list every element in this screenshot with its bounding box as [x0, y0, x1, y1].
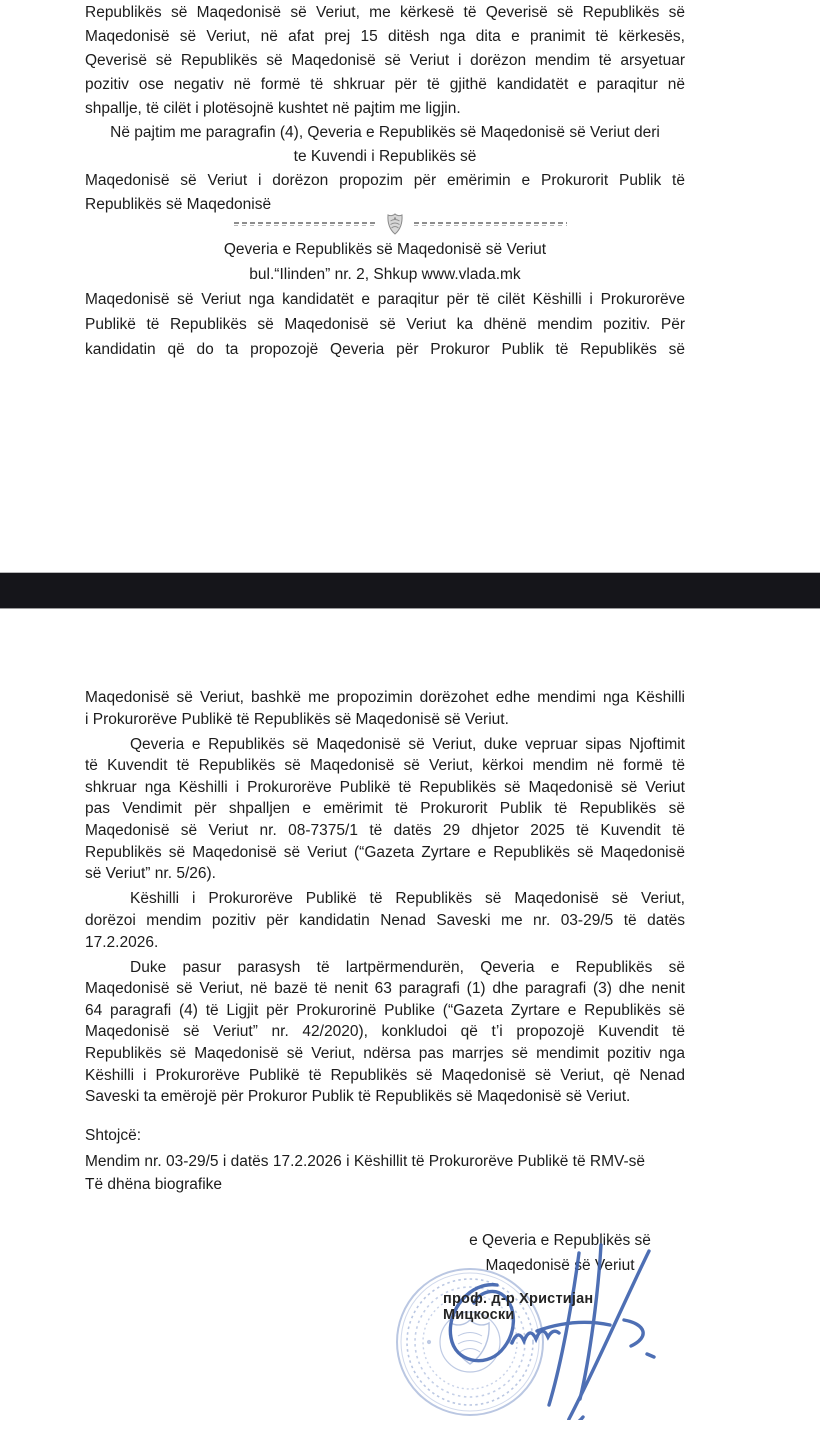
- divider-rule-right: [414, 222, 567, 226]
- text-line: Maqedonisë së Veriut, në afat prej 15 ditësh nga dita e pranimit të kërkesës,: [85, 28, 685, 45]
- text-line: e Qeveria e Republikës së: [469, 1232, 651, 1249]
- attachments-label: Shtojcë:: [85, 1126, 142, 1144]
- text-line: Mendim nr. 03-29/5 i datës 17.2.2026 i Këshillit të Prokurorëve Publikë të RMV-së: [85, 1152, 646, 1170]
- text-line: dorëzoi mendim pozitiv për kandidatin Nenad Saveski me nr. 03-29/5 të datës: [85, 911, 685, 929]
- text-line: Maqedonisë së Veriut nga kandidatët e paraqitur për të cilët Këshilli i Prokurorëve: [85, 291, 685, 308]
- text-line: Qeveria e Republikës së Maqedonisë së Veriut, duke vepruar sipas Njoftimit: [130, 735, 685, 753]
- text-line: të Kuvendit të Republikës së Maqedonisë së Veriut, kërkoi mendim në formë të: [85, 757, 685, 775]
- text-line: shpallje, të cilët i plotësojnë kushtet në pajtim me ligjin.: [85, 100, 461, 117]
- text-line: së Veriut” nr. 5/26).: [85, 865, 216, 883]
- text-line: Qeveria e Republikës së Maqedonisë së Veriut: [223, 241, 547, 258]
- text-line: Të dhëna biografike: [85, 1175, 223, 1193]
- coat-of-arms-icon: [386, 213, 404, 235]
- paragraph: [85, 888, 685, 953]
- bottom-text-section: [85, 687, 685, 1196]
- text-line: Këshilli i Prokurorëve Publikë të Republikës së Maqedonisë së Veriut, që Nenad: [85, 1066, 685, 1084]
- text-line: Maqedonisë së Veriut, bashkë me propozimin dorëzohet edhe mendimi nga Këshilli: [85, 689, 685, 706]
- paragraph: [85, 287, 685, 362]
- attachments-list: [85, 1150, 685, 1196]
- attachments-block: [85, 1124, 685, 1196]
- text-line: Në pajtim me paragrafin (4), Qeveria e Republikës së Maqedonisë së Veriut deri: [110, 124, 660, 141]
- text-line: pozitiv ose negativ në formë të shkruar për të gjithë kandidatët e paraqitur në: [85, 76, 685, 93]
- text-line: i Prokurorëve Publikë të Republikës së Maqedonisë së Veriut.: [85, 710, 509, 728]
- text-line: Republikës së Maqedonisë së Veriut, me kërkesë të Qeverisë së Republikës së: [85, 4, 685, 21]
- paragraph: [85, 957, 685, 1108]
- paragraph: [85, 1, 685, 121]
- text-line: Republikës së Maqedonisë së Veriut, ndërsa pas marrjes së mendimit pozitiv nga: [85, 1045, 685, 1062]
- text-line: Maqedonisë së Veriut” nr. 42/2020), konkludoi që t’i propozojë Kuvendit të: [85, 1023, 685, 1041]
- text-line: Maqedonisë së Veriut, në bazë të nenit 63 paragrafi (1) dhe paragrafi (3) dhe nenit: [85, 980, 685, 998]
- paragraph: [85, 121, 685, 169]
- divider-rule-left: [234, 222, 376, 226]
- paragraph: [85, 687, 685, 730]
- text-line: 64 paragrafi (4) të Ligjit për Prokurorinë Publike (“Gazeta Zyrtare e Republikës së: [85, 1001, 685, 1019]
- text-line: Saveski ta emërojë për Prokuror Publik të Republikës së Maqedonisë së Veriut.: [85, 1088, 631, 1106]
- text-line: Këshilli i Prokurorëve Publikë të Republikës së Maqedonisë së Veriut,: [130, 890, 685, 908]
- paragraph: [85, 169, 685, 217]
- letterhead: [85, 237, 685, 287]
- text-line: 17.2.2026.: [85, 933, 159, 951]
- text-line: Publikë të Republikës së Maqedonisë së Veriut ka dhënë mendim pozitiv. Për: [85, 316, 685, 333]
- text-line: Republikës së Maqedonisë: [85, 196, 272, 213]
- paragraph: [85, 734, 685, 885]
- text-line: Republikës së Maqedonisë së Veriut (“Gazeta Zyrtare e Republikës së Maqedonisë: [85, 843, 685, 861]
- text-line: Duke pasur parasysh të lartpërmendurën, Qeveria e Republikës së: [130, 958, 685, 976]
- text-line: Maqedonisë së Veriut nr. 08-7375/1 të datës 29 dhjetor 2025 të Kuvendit të: [85, 822, 685, 840]
- text-line: te Kuvendi i Republikës së: [293, 148, 477, 165]
- text-line: bul.“Ilinden” nr. 2, Shkup www.vlada.mk: [249, 266, 521, 283]
- text-line: pas Vendimit për shpalljen e emërimit të Prokurorit Publik të Republikës së: [85, 800, 685, 818]
- text-line: Qeverisë së Republikës së Maqedonisë së Veriut i dorëzon mendim të arsyetuar: [85, 52, 685, 69]
- text-line: Maqedonisë së Veriut: [485, 1257, 635, 1274]
- top-text-section: [85, 1, 685, 362]
- text-line: shkruar nga Këshilli i Prokurorëve Publikë të Republikës së Maqedonisë së Veriut: [85, 778, 685, 796]
- black-redaction-bar: [0, 572, 820, 609]
- text-line: Maqedonisë së Veriut i dorëzon propozim për emërimin e Prokurorit Publik të: [85, 172, 685, 189]
- text-line: kandidatin që do ta propozojë Qeveria për Prokuror Publik të Republikës së: [85, 341, 685, 358]
- signer-name: проф. д-р Христијан Мицкоски: [443, 1291, 594, 1323]
